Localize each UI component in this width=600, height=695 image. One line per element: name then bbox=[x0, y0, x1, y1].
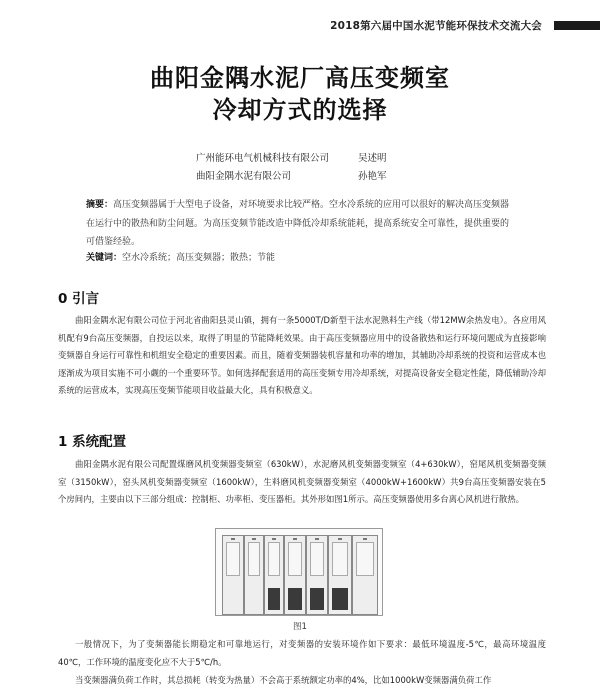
author-name-2: 孙艳军 bbox=[358, 171, 387, 182]
title-line-2: 冷却方式的选择 bbox=[212, 96, 388, 124]
section-heading-config: 1 系统配置 bbox=[58, 434, 127, 450]
cabinet-panel bbox=[264, 535, 284, 615]
keywords-label: 关键词： bbox=[86, 253, 123, 263]
power-cabinet bbox=[284, 535, 306, 615]
figure-1-cabinet-image bbox=[215, 528, 383, 616]
figure-caption: 图1 bbox=[293, 622, 307, 632]
author-name-1: 吴述明 bbox=[358, 153, 387, 164]
title-line-1: 曲阳金隅水泥厂高压变频室 bbox=[150, 64, 450, 92]
running-header bbox=[330, 18, 600, 32]
control-cabinet bbox=[222, 535, 244, 615]
abstract-text: 高压变频器属于大型电子设备，对环境要求比较严格。空水冷系统的应用可以很好的解决高压变频器在运行中的散热和防尘问题。为高压变频节能改造中降低冷却系统能耗，提高系统安全可靠性，提供重要的可借鉴经验。 bbox=[86, 200, 510, 247]
author-affiliation-1: 广州能环电气机械科技有限公司 bbox=[196, 153, 330, 164]
keywords bbox=[86, 250, 516, 263]
power-cabinet bbox=[306, 535, 328, 615]
header-bar bbox=[554, 21, 600, 30]
paper-title bbox=[0, 62, 600, 126]
section-heading-intro: 0 引言 bbox=[58, 291, 100, 307]
transformer-cabinet bbox=[328, 535, 352, 615]
after-figure-paragraph-1: 一般情况下，为了变频器能长期稳定和可靠地运行，对变频器的安装环境作如下要求：最低环境温度-5℃，最高环境温度40℃，工作环境的温度变化应不大于5℃/h。 bbox=[58, 639, 546, 667]
transformer-cabinet bbox=[352, 535, 378, 615]
abstract-label: 摘要： bbox=[86, 200, 114, 210]
after-figure-paragraph-2: 当变频器满负荷工作时，其总损耗（转变为热量）不会高于系统额定功率的4%，比如1000kW变频器满负荷工作 bbox=[75, 675, 492, 685]
conference-name: 2018第六届中国水泥节能环保技术交流大会 bbox=[330, 19, 542, 32]
intro-paragraph: 曲阳金隅水泥有限公司位于河北省曲阳县灵山镇，拥有一条5000T/D新型干法水泥熟料生产线（带12MW余热发电）。各应用风机配有9台高压变频器，自投运以来，取得了明显的节能降耗效果。由于高压变频器应用中的设备散热和运行环境问题成为直接影响变频器自身运行可靠性和机组安全稳定的重要因素。而且，随着变频器装机容量和功率的增加，其辅助冷却系统的投资和运营成本也逐渐成为项目实施不可小觑的一个重要环节。如何选择配套适用的高压变频专用冷却系统，对提高设备安全稳定性能，降低辅助冷却系统的运营成本，实现高压变频节能项目收益最大化，具有积极意义。 bbox=[58, 315, 546, 396]
cabinet-panel bbox=[244, 535, 264, 615]
keywords-text: 空水冷系统；高压变频器；散热；节能 bbox=[122, 253, 276, 263]
abstract bbox=[86, 196, 516, 252]
author-affiliation-2: 曲阳金隅水泥有限公司 bbox=[196, 171, 292, 182]
config-paragraph: 曲阳金隅水泥有限公司配置煤磨风机变频器变频室（630kW），水泥磨风机变频器变频室（4+630kW），窑尾风机变频器变频室（3150kW），窑头风机变频器变频室（1600kW），生料磨风机变频器变频室（4000kW+1600kW）共9台高压变频器安装在5个房间内，主要由以下三部分组成：控制柜、功率柜、变压器柜。其外形如图1所示。高压变频器使用多台离心风机进行散热。 bbox=[58, 459, 546, 505]
